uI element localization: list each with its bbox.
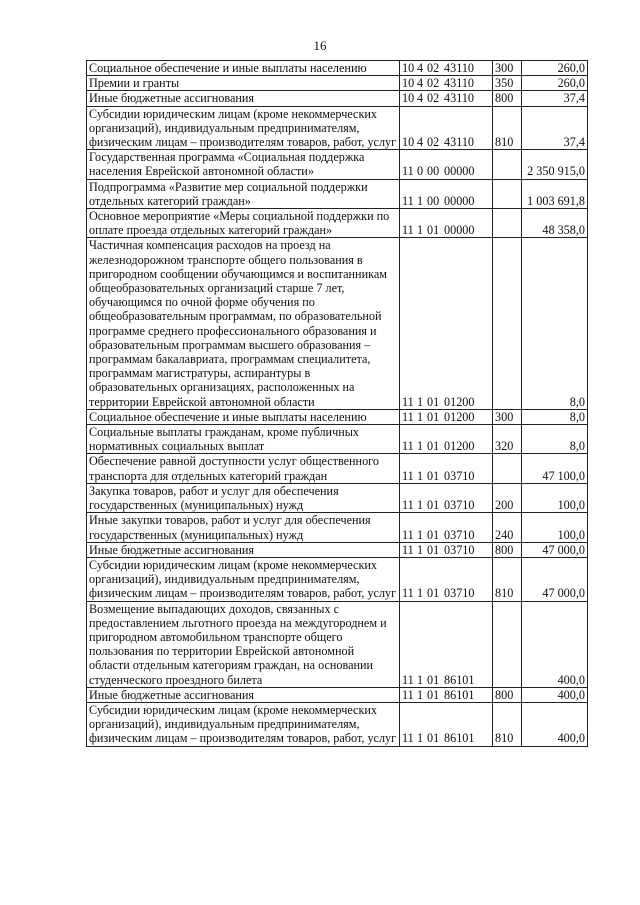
program-code: 01	[427, 394, 440, 409]
expense-type-code	[493, 209, 522, 238]
section-code: 10	[402, 91, 415, 106]
subsection-code: 1	[417, 223, 424, 238]
program-code: 01	[427, 731, 440, 746]
row-amount: 100,0	[522, 483, 588, 512]
row-codes	[400, 483, 493, 512]
row-codes	[400, 150, 493, 179]
row-codes	[400, 209, 493, 238]
row-name: Социальное обеспечение и иные выплаты населению	[87, 409, 400, 424]
table-row	[87, 542, 588, 557]
row-name: Подпрограмма «Развитие мер социальной поддержки отдельных категорий граждан»	[87, 179, 400, 208]
expense-type-code	[493, 179, 522, 208]
table-row	[87, 179, 588, 208]
expense-type-code	[493, 454, 522, 483]
expense-type-code: 200	[493, 483, 522, 512]
section-code: 10	[402, 61, 415, 75]
table-row	[87, 454, 588, 483]
section-code: 11	[402, 542, 414, 557]
row-amount: 8,0	[522, 409, 588, 424]
target-article-code: 03710	[444, 542, 475, 557]
section-code: 11	[402, 527, 414, 542]
target-article-code: 03710	[444, 468, 475, 483]
budget-table	[86, 60, 588, 747]
target-article-code: 01200	[444, 409, 475, 424]
target-article-code: 86101	[444, 687, 475, 702]
row-name: Субсидии юридическим лицам (кроме некоммерческих организаций), индивидуальным предпринимателям, физическим лицам – производителям товаров, работ, услуг	[87, 702, 400, 746]
row-codes	[400, 513, 493, 542]
row-amount: 37,4	[522, 106, 588, 150]
row-name: Социальное обеспечение и иные выплаты населению	[87, 61, 400, 76]
row-amount: 260,0	[522, 61, 588, 76]
expense-type-code	[493, 150, 522, 179]
table-row	[87, 513, 588, 542]
subsection-code: 1	[417, 439, 424, 454]
budget-table-body	[87, 61, 588, 747]
subsection-code: 1	[417, 672, 424, 687]
program-code: 01	[427, 223, 440, 238]
subsection-code: 4	[417, 76, 424, 91]
table-row	[87, 702, 588, 746]
subsection-code: 1	[417, 542, 424, 557]
expense-type-code: 810	[493, 702, 522, 746]
row-amount: 400,0	[522, 687, 588, 702]
row-codes	[400, 61, 493, 76]
row-codes	[400, 557, 493, 601]
program-code: 01	[427, 468, 440, 483]
row-name: Обеспечение равной доступности услуг общественного транспорта для отдельных категорий граждан	[87, 454, 400, 483]
program-code: 02	[427, 61, 440, 75]
row-codes	[400, 409, 493, 424]
page-number: 16	[313, 38, 327, 53]
section-code: 11	[402, 687, 414, 702]
program-code: 01	[427, 542, 440, 557]
row-amount: 1 003 691,8	[522, 179, 588, 208]
table-row	[87, 687, 588, 702]
expense-type-code: 300	[493, 61, 522, 76]
table-row	[87, 238, 588, 409]
section-code: 11	[402, 731, 414, 746]
program-code: 01	[427, 498, 440, 513]
row-amount: 400,0	[522, 601, 588, 687]
target-article-code: 00000	[444, 164, 475, 179]
expense-type-code: 810	[493, 106, 522, 150]
section-code: 10	[402, 135, 415, 150]
subsection-code: 1	[417, 586, 424, 601]
row-amount: 48 358,0	[522, 209, 588, 238]
row-codes	[400, 238, 493, 409]
program-code: 02	[427, 91, 440, 106]
row-name: Социальные выплаты гражданам, кроме публичных нормативных социальных выплат	[87, 425, 400, 454]
program-code: 02	[427, 135, 440, 150]
section-code: 11	[402, 498, 414, 513]
row-amount: 47 100,0	[522, 454, 588, 483]
row-codes	[400, 425, 493, 454]
table-row	[87, 209, 588, 238]
table-row	[87, 76, 588, 91]
target-article-code: 00000	[444, 193, 475, 208]
row-codes	[400, 702, 493, 746]
row-name: Иные бюджетные ассигнования	[87, 91, 400, 106]
subsection-code: 4	[417, 91, 424, 106]
target-article-code: 43110	[444, 76, 475, 91]
subsection-code: 4	[417, 61, 424, 75]
target-article-code: 03710	[444, 586, 475, 601]
target-article-code: 01200	[444, 394, 475, 409]
section-code: 11	[402, 164, 414, 179]
row-codes	[400, 542, 493, 557]
subsection-code: 1	[417, 527, 424, 542]
program-code: 01	[427, 586, 440, 601]
subsection-code: 0	[417, 164, 424, 179]
target-article-code: 86101	[444, 731, 475, 746]
row-name: Премии и гранты	[87, 76, 400, 91]
target-article-code: 01200	[444, 439, 475, 454]
expense-type-code: 800	[493, 91, 522, 106]
row-amount: 37,4	[522, 91, 588, 106]
target-article-code: 43110	[444, 91, 475, 106]
expense-type-code: 810	[493, 557, 522, 601]
row-amount: 100,0	[522, 513, 588, 542]
table-row	[87, 61, 588, 76]
target-article-code: 00000	[444, 223, 475, 238]
expense-type-code	[493, 601, 522, 687]
program-code: 02	[427, 76, 440, 91]
row-codes	[400, 179, 493, 208]
subsection-code: 1	[417, 731, 424, 746]
section-code: 11	[402, 223, 414, 238]
expense-type-code: 320	[493, 425, 522, 454]
subsection-code: 1	[417, 193, 424, 208]
row-codes	[400, 76, 493, 91]
row-codes	[400, 601, 493, 687]
subsection-code: 4	[417, 135, 424, 150]
program-code: 01	[427, 409, 440, 424]
table-row	[87, 557, 588, 601]
expense-type-code: 800	[493, 687, 522, 702]
row-name: Субсидии юридическим лицам (кроме некоммерческих организаций), индивидуальным предпринимателям, физическим лицам – производителям товаров, работ, услуг	[87, 557, 400, 601]
row-name: Иные бюджетные ассигнования	[87, 542, 400, 557]
row-amount: 8,0	[522, 425, 588, 454]
row-codes	[400, 106, 493, 150]
table-row	[87, 106, 588, 150]
row-name: Закупка товаров, работ и услуг для обеспечения государственных (муниципальных) нужд	[87, 483, 400, 512]
expense-type-code	[493, 238, 522, 409]
row-name: Иные бюджетные ассигнования	[87, 687, 400, 702]
row-amount: 47 000,0	[522, 557, 588, 601]
target-article-code: 43110	[444, 135, 475, 150]
row-amount: 400,0	[522, 702, 588, 746]
section-code: 11	[402, 439, 414, 454]
target-article-code: 43110	[444, 61, 475, 75]
section-code: 10	[402, 76, 415, 91]
row-codes	[400, 687, 493, 702]
subsection-code: 1	[417, 687, 424, 702]
table-row	[87, 150, 588, 179]
expense-type-code: 800	[493, 542, 522, 557]
program-code: 00	[427, 164, 440, 179]
table-row	[87, 601, 588, 687]
table-row	[87, 409, 588, 424]
row-name: Субсидии юридическим лицам (кроме некоммерческих организаций), индивидуальным предпринимателям, физическим лицам – производителям товаров, работ, услуг	[87, 106, 400, 150]
row-amount: 47 000,0	[522, 542, 588, 557]
row-amount: 2 350 915,0	[522, 150, 588, 179]
section-code: 11	[402, 394, 414, 409]
row-name: Иные закупки товаров, работ и услуг для обеспечения государственных (муниципальных) нужд	[87, 513, 400, 542]
row-codes	[400, 454, 493, 483]
subsection-code: 1	[417, 498, 424, 513]
row-name: Государственная программа «Социальная поддержка населения Еврейской автономной области»	[87, 150, 400, 179]
program-code: 00	[427, 193, 440, 208]
target-article-code: 03710	[444, 498, 475, 513]
expense-type-code: 350	[493, 76, 522, 91]
section-code: 11	[402, 409, 414, 424]
row-amount: 260,0	[522, 76, 588, 91]
expense-type-code: 240	[493, 513, 522, 542]
expense-type-code: 300	[493, 409, 522, 424]
section-code: 11	[402, 672, 414, 687]
section-code: 11	[402, 586, 414, 601]
program-code: 01	[427, 439, 440, 454]
target-article-code: 03710	[444, 527, 475, 542]
section-code: 11	[402, 468, 414, 483]
table-row	[87, 91, 588, 106]
row-name: Частичная компенсация расходов на проезд на железнодорожном транспорте общего пользования в пригородном сообщении обучающимся и воспитанникам общеобразовательных организаций старше 7 лет, обучающимся по очной форме обучения по общеобразовательным программам, по образовательной программе среднего профессионального образования и образовательным программам высшего образования – программам бакалавриата, программам специалитета, программам магистратуры, аспирантуры в образовательных организациях, расположенных на территории Еврейской автономной области	[87, 238, 400, 409]
table-row	[87, 425, 588, 454]
program-code: 01	[427, 672, 440, 687]
subsection-code: 1	[417, 394, 424, 409]
table-row	[87, 483, 588, 512]
row-amount: 8,0	[522, 238, 588, 409]
target-article-code: 86101	[444, 672, 475, 687]
subsection-code: 1	[417, 409, 424, 424]
row-codes	[400, 91, 493, 106]
program-code: 01	[427, 687, 440, 702]
row-name: Основное мероприятие «Меры социальной поддержки по оплате проезда отдельных категорий граждан»	[87, 209, 400, 238]
section-code: 11	[402, 193, 414, 208]
program-code: 01	[427, 527, 440, 542]
row-name: Возмещение выпадающих доходов, связанных с предоставлением льготного проезда на междугороднем и пригородном автомобильном транспорте общего пользования по территории Еврейской автономной области отдельным категориям граждан, на основании студенческого проездного билета	[87, 601, 400, 687]
subsection-code: 1	[417, 468, 424, 483]
